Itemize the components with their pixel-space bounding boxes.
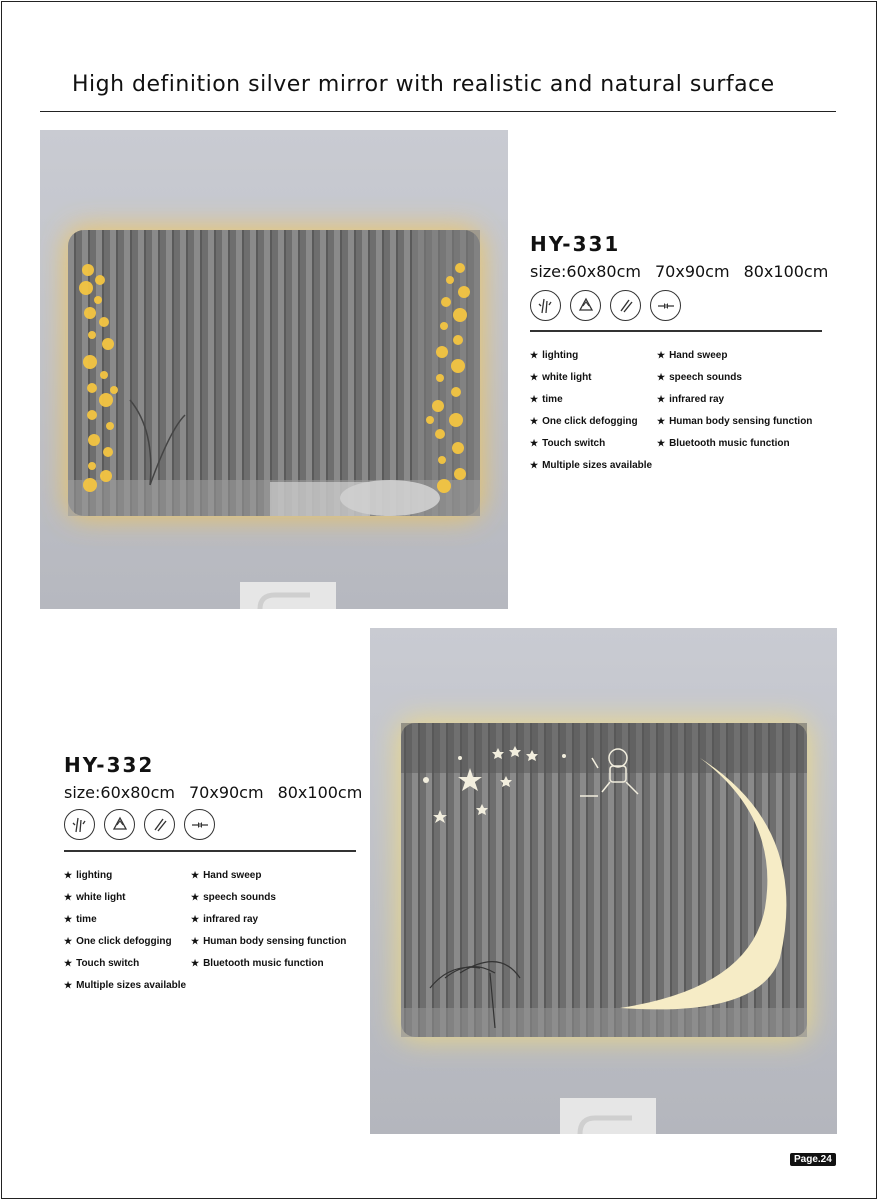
feature-icons-hy332 <box>64 809 215 840</box>
recycle-sensor-icon <box>104 809 135 840</box>
headline-divider <box>40 111 836 112</box>
page-number: Page.24 <box>790 1153 836 1166</box>
feature-item: ★ time <box>530 394 563 405</box>
feature-item: ★ speech sounds <box>191 892 276 903</box>
size-option: size:60x80cm <box>64 783 175 802</box>
model-title-hy331: HY-331 <box>530 232 621 256</box>
feature-list-hy332 <box>64 868 361 992</box>
feature-item: ★ white light <box>530 372 592 383</box>
feature-item: ★ Hand sweep <box>191 870 262 881</box>
feature-item: ★ Human body sensing function <box>657 416 813 427</box>
size-option: size:60x80cm <box>530 262 641 281</box>
size-list-hy331 <box>530 262 842 281</box>
feature-item: ★ lighting <box>530 350 579 361</box>
feature-item: ★ Multiple sizes available <box>64 980 187 991</box>
recycle-sensor-icon <box>570 290 601 321</box>
product-photo-hy331 <box>40 130 508 609</box>
feature-item: ★ white light <box>64 892 126 903</box>
feature-item: ★ time <box>64 914 97 925</box>
size-option: 80x100cm <box>277 783 363 802</box>
model-title-hy332: HY-332 <box>64 753 155 777</box>
feature-item: ★ Bluetooth music function <box>191 958 324 969</box>
defog-icon <box>610 290 641 321</box>
size-option: 70x90cm <box>654 262 730 281</box>
infrared-icon <box>650 290 681 321</box>
feature-item: ★ Hand sweep <box>657 350 728 361</box>
infrared-icon <box>184 809 215 840</box>
feature-item: ★ Touch switch <box>530 438 606 449</box>
feature-item: ★ infrared ray <box>657 394 725 405</box>
size-option: 80x100cm <box>743 262 829 281</box>
hand-sweep-icon <box>64 809 95 840</box>
product-photo-hy332 <box>370 628 837 1134</box>
feature-item: ★ One click defogging <box>530 416 638 427</box>
hand-sweep-icon <box>530 290 561 321</box>
spec-divider-hy331 <box>530 330 822 332</box>
feature-item: ★ Bluetooth music function <box>657 438 790 449</box>
feature-list-hy331 <box>530 348 827 472</box>
feature-item: ★ speech sounds <box>657 372 742 383</box>
feature-item: ★ lighting <box>64 870 113 881</box>
defog-icon <box>144 809 175 840</box>
spec-divider-hy332 <box>64 850 356 852</box>
size-list-hy332 <box>64 783 376 802</box>
feature-item: ★ Human body sensing function <box>191 936 347 947</box>
size-option: 70x90cm <box>188 783 264 802</box>
feature-item: ★ Multiple sizes available <box>530 460 653 471</box>
feature-item: ★ infrared ray <box>191 914 259 925</box>
feature-item: ★ Touch switch <box>64 958 140 969</box>
mirror-moon-image <box>370 628 837 1134</box>
mirror-bubbles-image <box>40 130 508 609</box>
feature-item: ★ One click defogging <box>64 936 172 947</box>
page-headline: High definition silver mirror with realistic and natural surface <box>72 72 775 97</box>
feature-icons-hy331 <box>530 290 681 321</box>
